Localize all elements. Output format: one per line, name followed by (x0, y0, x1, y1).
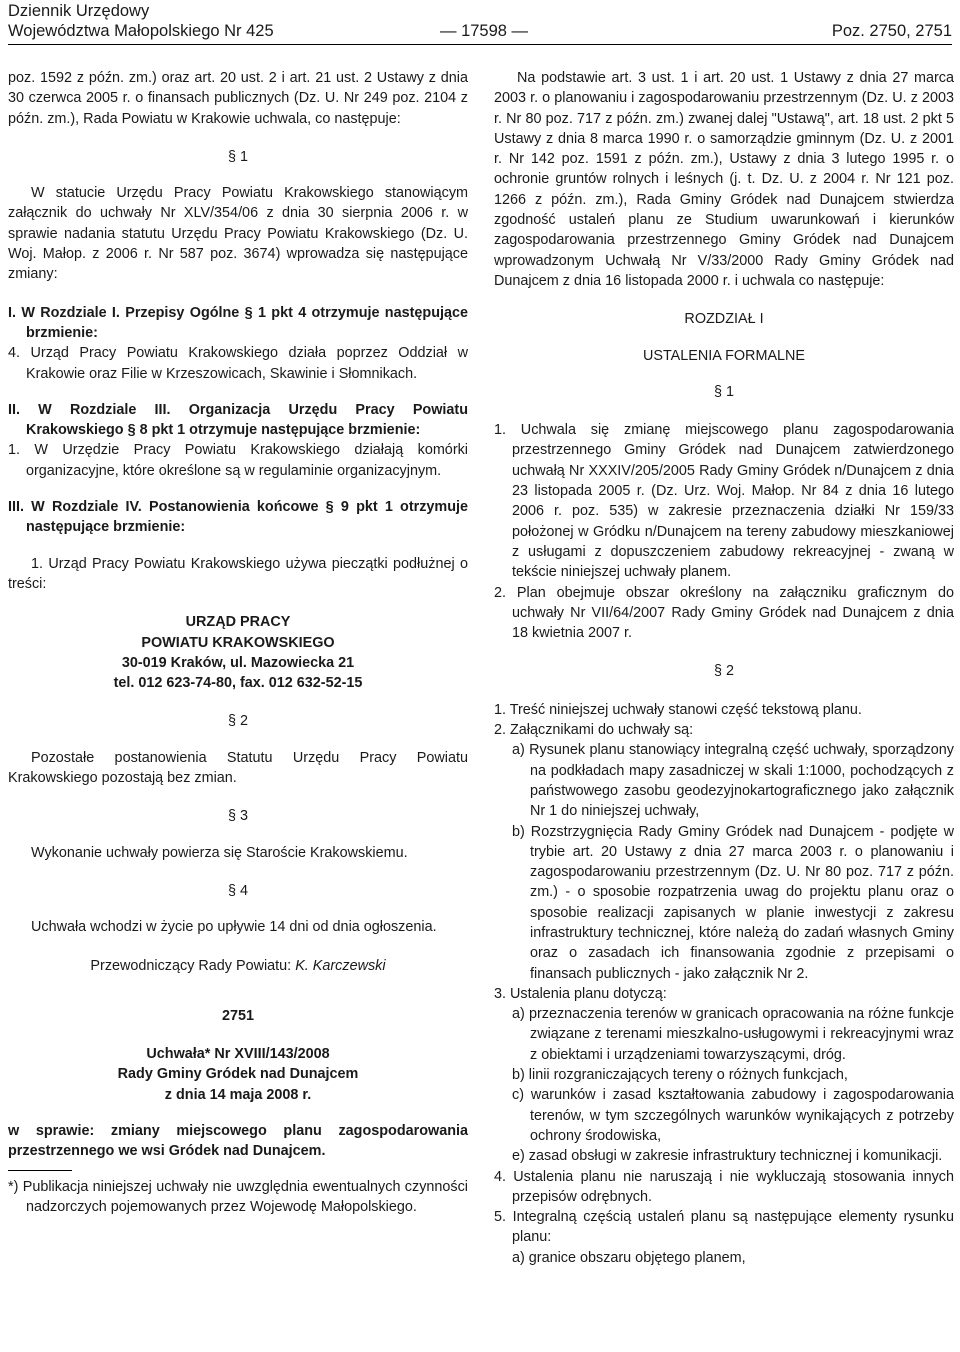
chapter-1-heading: I. W Rozdziale I. Przepisy Ogólne § 1 pkt 4 otrzymuje następujące brzmienie: (8, 304, 468, 341)
section-2: § 2 (227, 713, 248, 730)
stamp-line: 30-019 Kraków, ul. Mazowiecka 21 (121, 654, 355, 671)
right-column (494, 68, 954, 1268)
positions-label: Poz. 2750, 2751 (831, 22, 952, 40)
stamp-line: tel. 012 623-74-80, fax. 012 632-52-15 (113, 675, 363, 692)
chapter-3-heading: III. W Rozdziale IV. Postanowienia końcowe § 9 pkt 1 otrzymuje następujące brzmienie: (8, 499, 468, 536)
page-header (8, 0, 952, 45)
chapter-2-heading: II. W Rozdziale III. Organizacja Urzędu Pracy Powiatu Krakowskiego § 8 pkt 1 otrzymuje następujące brzmienie: (8, 401, 468, 439)
clause-2-3-e: e) zasad obsługi w zakresie infrastruktury technicznej i komunikacji. (512, 1148, 943, 1165)
clause-2-1: 1. Treść niniejszej uchwały stanowi część tekstową planu. (494, 701, 862, 718)
clause-2-4: 4. Ustalenia planu nie naruszają i nie wykluczają stosowania innych przepisów odrębnych. (494, 1168, 954, 1205)
chapter-1-text: 4. Urząd Pracy Powiatu Krakowskiego działa poprzez Oddział w Krakowie oraz Filie w Krzeszowicach, Skawinie i Słomnikach. (8, 345, 468, 382)
clause-2-5: 5. Integralną częścią ustaleń planu są następujące elementy rysunku planu: (494, 1209, 954, 1246)
chapter-title: USTALENIA FORMALNE (642, 347, 806, 364)
item-number: 2751 (221, 1007, 254, 1024)
section-4-text: Uchwała wchodzi w życie po upływie 14 dni od dnia ogłoszenia. (31, 919, 437, 936)
section-1: § 1 (227, 148, 248, 165)
resolution-title-line: Rady Gminy Gródek nad Dunajcem (117, 1066, 359, 1083)
chapter-label: ROZDZIAŁ I (684, 311, 764, 328)
resolution-title (8, 1044, 468, 1105)
stamp-line: POWIATU KRAKOWSKIEGO (141, 634, 335, 651)
footnote-divider (8, 1170, 72, 1171)
clause-2-3-a: a) przeznaczenia terenów w granicach opracowania na różne funkcje związane z terenami mieszkalno-usługowymi i rekreacyjnymi wraz z obiektami i urządzeniami towarzyszącymi, dróg. (512, 1006, 954, 1063)
page-number: — 17598 — (440, 22, 529, 40)
clause-2-3-b: b) linii rozgraniczających tereny o różnych funkcjach, (512, 1067, 848, 1084)
section-2: § 2 (713, 663, 734, 680)
stamp-line: URZĄD PRACY (185, 614, 291, 631)
chapter-2-text: 1. W Urzędzie Pracy Powiatu Krakowskiego działają komórki organizacyjne, które określone są w regulaminie organizacyjnym. (8, 442, 468, 479)
stamp-text (8, 612, 468, 693)
preamble: Na podstawie art. 3 ust. 1 i art. 20 ust. 1 Ustawy z dnia 27 marca 2003 r. o planowaniu i zagospodarowaniu przestrzennym (Dz. U. z 2003 r. Nr 80 poz. 717 z późn. zm.) zwanej dalej "Ustawą", art. 18 ust. 2 pkt 5 Ustawy z dnia 8 marca 1990 r. o samorządzie gminnym (Dz. U. z 2001 r. Nr 142 poz. 1591 z późn. zm.), Ustawy z dnia 3 lutego 1995 r. o ochronie gruntów rolnych i leśnych (j. t. Dz. U. z 2004 r. Nr 121 poz. 1266 z późn. zm.), Rada Gminy Gródek nad Dunajcem stwierdza zgodność ustaleń planu ze Studium uwarunkowań i kierunków zagospodarowania przestrzennego Gminy Gródek nad Dunajcem wprowadzonym Uchwałą Nr V/33/2000 Rady Gminy Gródek nad Dunajcem z dnia 16 listopada 2000 r. i uchwala co następuje: (494, 70, 954, 289)
clause-1-1: 1. Uchwala się zmianę miejscowego planu zagospodarowania przestrzennego Gminy Gródek nad Dunajcem zatwierdzonego uchwałą Nr XXXIV/205/2005 Rady Gminy Gródek n/Dunajcem z dnia 23 listopada 2005 r. (Dz. Urz. Woj. Małop. Nr 84 z dnia 16 lutego 2006 r. poz. 535) w zakresie przeznaczenia działki Nr 159/33 położonej w Gródku n/Dunajcem na tereny zabudowy mieszkaniowej z usługami z dopuszczeniem zabudowy rekreacyjnej - zwaną w tekście niniejszej uchwały planem. (494, 422, 954, 581)
signature (8, 956, 468, 976)
section-1: § 1 (713, 383, 734, 400)
section-2-text: Pozostałe postanowienia Statutu Urzędu Pracy Powiatu Krakowskiego pozostają bez zmian. (8, 749, 468, 787)
resolution-title-line: z dnia 14 maja 2008 r. (164, 1086, 312, 1103)
clause-2-3-c: c) warunków i zasad kształtowania zabudowy i zagospodarowania terenów, w tym szczególnych warunków wynikających z potrzeby ochrony środowiska, (512, 1087, 954, 1144)
signature-label: Przewodniczący Rady Powiatu: (90, 957, 292, 974)
clause-2-2-a: a) Rysunek planu stanowiący integralną część uchwały, sporządzony na podkładach mapy zasadniczej w skali 1:1000, pochodzących z państwowego zasobu geodezyjnokartograficznego jako załącznik Nr 1 do niniejszej uchwały, (512, 742, 954, 820)
intro-paragraph: poz. 1592 z późn. zm.) oraz art. 20 ust. 2 i art. 21 ust. 2 Ustawy z dnia 30 czerwca 2005 r. o finansach publicznych (Dz. U. Nr 249 poz. 2104 z późn. zm.), Rada Powiatu w Krakowie uchwala, co następuje: (8, 70, 468, 127)
clause-2-2: 2. Załącznikami do uchwały są: (494, 722, 694, 739)
journal-volume: Województwa Małopolskiego Nr 425 (8, 22, 274, 40)
journal-title: Dziennik Urzędowy (8, 2, 150, 20)
section-3: § 3 (227, 808, 248, 825)
clause-2-2-b: b) Rozstrzygnięcia Rady Gminy Gródek nad Dunajcem - podjęte w trybie art. 20 Ustawy z dnia 27 marca 2003 r. o planowaniu i zagospodarowaniu przestrzennym (Dz. U. Nr 80 poz. 717 z późn. zm.) - o sposobie rozpatrzenia uwag do projektu planu oraz o sposobie realizacji zapisanych w planie inwestycji z zakresu infrastruktury technicznej, które należą do zadań własnych Gminy oraz o zasadach ich finansowania zgodnie z przepisami o finansach publicznych - jako załącznik Nr 2. (512, 823, 954, 982)
resolution-subject: w sprawie: zmiany miejscowego planu zagospodarowania przestrzennego we wsi Gródek nad Dunajcem. (8, 1122, 468, 1160)
clause-2-5-a: a) granice obszaru objętego planem, (512, 1249, 746, 1266)
signature-name: K. Karczewski (295, 957, 386, 974)
clause-1-2: 2. Plan obejmuje obszar określony na załączniku graficznym do uchwały Nr VII/64/2007 Rady Gminy Gródek nad Dunajcem z dnia 18 kwietnia 2007 r. (494, 584, 954, 642)
chapter-3-text: 1. Urząd Pracy Powiatu Krakowskiego używa pieczątki podłużnej o treści: (8, 555, 468, 592)
section-3-text: Wykonanie uchwały powierza się Staroście Krakowskiemu. (31, 844, 408, 861)
left-column (8, 68, 468, 1217)
resolution-title-line: Uchwała* Nr XVIII/143/2008 (146, 1046, 330, 1063)
clause-2-3: 3. Ustalenia planu dotyczą: (494, 985, 667, 1002)
section-4: § 4 (227, 882, 248, 899)
footnote: *) Publikacja niniejszej uchwały nie uwzględnia ewentualnych czynności nadzorczych pojemowanych przez Wojewodę Małopolskiego. (8, 1178, 468, 1215)
section-1-text: W statucie Urzędu Pracy Powiatu Krakowskiego stanowiącym załącznik do uchwały Nr XLV/354/06 z dnia 30 sierpnia 2006 r. w sprawie nadania statutu Urzędu Pracy Powiatu Krakowskiego (Dz. U. Woj. Małop. z 2006 r. Nr 587 poz. 3674) wprowadza się następujące zmiany: (8, 185, 468, 283)
